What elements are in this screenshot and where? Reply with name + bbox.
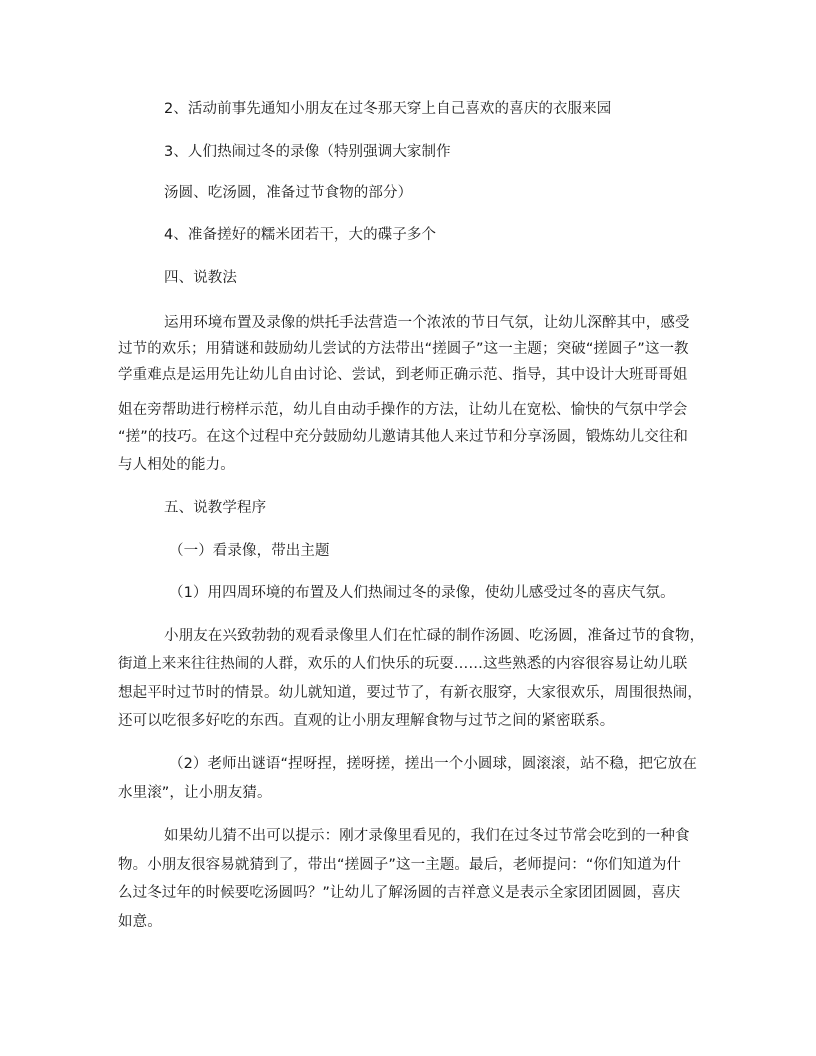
text-line-step-2: （2）老师出谜语“捏呀捏，搓呀搓，搓出一个小圆球，圆滚滚，站不稳，把它放在 — [169, 756, 697, 772]
paragraph-method-line: 运用环境布置及录像的烘托手法营造一个浓浓的节日气氛，让幼儿深醉其中，感受 — [164, 315, 690, 331]
text-line-step-2-cont: 水里滚”，让小朋友猜。 — [118, 785, 272, 801]
paragraph-riddle-line: 如意。 — [118, 914, 162, 930]
paragraph-method-line: 姐在旁帮助进行榜样示范，幼儿自由动手操作的方法，让幼儿在宽松、愉快的气氛中学会 — [118, 402, 688, 418]
paragraph-method-line: 与人相处的能力。 — [118, 457, 235, 473]
paragraph-method-line: 过节的欢乐；用猜谜和鼓励幼儿尝试的方法带出“搓圆子”这一主题；突破“搓圆子”这一教 — [118, 341, 689, 357]
paragraph-method-line: 学重难点是运用先让幼儿自由讨论、尝试，到老师正确示范、指导，其中设计大班哥哥姐 — [118, 367, 688, 383]
section-heading-method: 四、说教法 — [164, 270, 237, 286]
paragraph-method-line: “搓”的技巧。在这个过程中充分鼓励幼儿邀请其他人来过节和分享汤圆，锻炼幼儿交往和 — [118, 429, 689, 445]
text-line-step-1: （1）用四周环境的布置及人们热闹过冬的录像，使幼儿感受过冬的喜庆气氛。 — [169, 585, 675, 601]
subheading-watch-video: （一）看录像，带出主题 — [169, 543, 330, 559]
paragraph-video-line: 小朋友在兴致勃勃的观看录像里人们在忙碌的制作汤圆、吃汤圆，准备过节的食物， — [164, 628, 705, 644]
paragraph-video-line: 还可以吃很多好吃的东西。直观的让小朋友理解食物与过节之间的紧密联系。 — [118, 713, 615, 729]
text-line-prep-4: 4、准备搓好的糯米团若干，大的碟子多个 — [164, 227, 437, 243]
paragraph-video-line: 想起平时过节时的情景。幼儿就知道，要过节了，有新衣服穿，大家很欢乐，周围很热闹， — [118, 685, 702, 701]
paragraph-video-line: 街道上来来往往热闹的人群，欢乐的人们快乐的玩耍……这些熟悉的内容很容易让幼儿联 — [118, 656, 688, 672]
section-heading-procedure: 五、说教学程序 — [164, 500, 267, 516]
paragraph-riddle-line: 如果幼儿猜不出可以提示：刚才录像里看见的，我们在过冬过节常会吃到的一种食 — [164, 828, 690, 844]
text-line-prep-2: 2、活动前事先通知小朋友在过冬那天穿上自己喜欢的喜庆的衣服来园 — [164, 101, 612, 117]
paragraph-riddle-line: 物。小朋友很容易就猜到了，带出“搓圆子”这一主题。最后，老师提问：“你们知道为什 — [118, 857, 682, 873]
text-line-prep-3: 3、人们热闹过冬的录像（特别强调大家制作 — [164, 144, 451, 160]
text-line-prep-3-cont: 汤圆、吃汤圆，准备过节食物的部分） — [164, 185, 413, 201]
paragraph-riddle-line: 么过冬过年的时候要吃汤圆吗？”让幼儿了解汤圆的吉祥意义是表示全家团团圆圆，喜庆 — [118, 885, 681, 901]
